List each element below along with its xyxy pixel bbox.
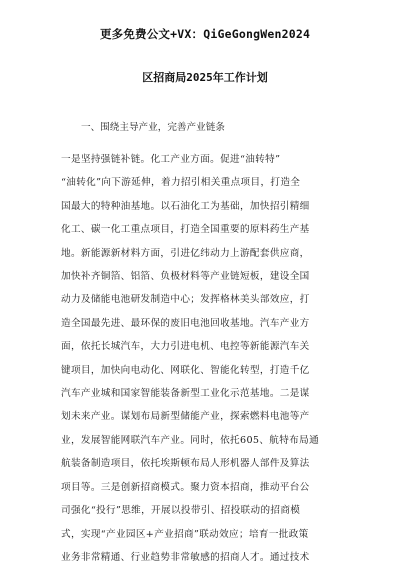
- paragraph-line: 造全国最先进、最环保的废旧电池回收基地。汽车产业方: [61, 317, 310, 329]
- section-heading: 一、围绕主导产业，完善产业链条: [81, 122, 225, 133]
- paragraph-line: 键项目，加快向电动化、网联化、智能化转型，打造千亿: [61, 364, 310, 376]
- paragraph-line: “油转化”向下游延伸，着力招引相关重点项目，打造全: [61, 177, 301, 189]
- paragraph-line: 汽车产业城和国家智能装备新型工业化示范基地。二是谋: [61, 388, 310, 400]
- paragraph-line: 加快补齐铜箔、铝箔、负极材料等产业链短板，建设全国: [61, 271, 310, 283]
- paragraph-line: 业务非常精通、行业趋势非常敏感的招商人才。通过技术: [61, 551, 310, 563]
- promo-header: 更多免费公文+VX：QiGeGongWen2024: [99, 27, 311, 41]
- paragraph-line: 面，依托长城汽车，大力引进电机、电控等新能源汽车关: [61, 341, 310, 353]
- paragraph-line: 国最大的特种油基地。以石油化工为基础，加快招引精细: [61, 200, 310, 212]
- document-body: [61, 118, 349, 569]
- paragraph-line: 一是坚持强链补链。化工产业方面。促进“油转特”: [61, 154, 281, 165]
- paragraph-line: 划未来产业。谋划布局新型储能产业，探索燃料电池等产: [61, 411, 310, 423]
- paragraph-line: 动力及储能电池研发制造中心；发挥格林美头部效应，打: [61, 294, 310, 306]
- paragraph-line: 项目等。三是创新招商模式。聚力资本招商，推动平台公: [61, 481, 310, 493]
- paragraph-line: 航装备制造项目，依托埃斯顿布局人形机器人部件及算法: [61, 458, 310, 470]
- paragraph-line: 司强化“投行”思维，开展以投带引、招投联动的招商模: [61, 505, 301, 517]
- paragraph-line: 化工、碳一化工重点项目，打造全国重要的原料药生产基: [61, 224, 310, 236]
- paragraph-line: 地。新能源新材料方面，引进亿纬动力上游配套供应商，: [61, 247, 310, 259]
- paragraph-line: 业，发展智能网联汽车产业。同时，依托605、航特布局通: [61, 434, 320, 446]
- paragraph-line: 式，实现“产业园区+产业招商”联动效应；培育一批政策: [61, 528, 309, 540]
- body-paragraph: [61, 148, 349, 569]
- document-title: 区招商局2025年工作计划: [142, 71, 268, 84]
